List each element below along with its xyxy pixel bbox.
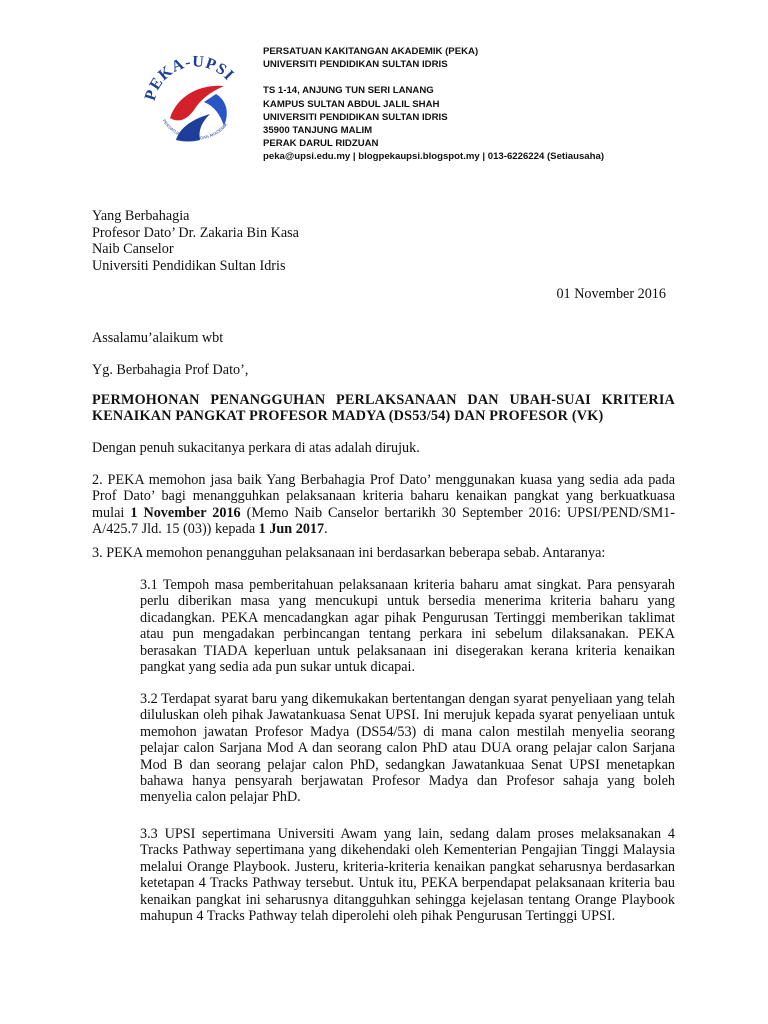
logo-subtext: PERSATUAN KAKITANGAN AKADEMIK [161,118,229,141]
addressee-block [92,208,299,274]
org-university: UNIVERSITI PENDIDIKAN SULTAN IDRIS [263,59,448,71]
greeting: Assalamu’alaikum wbt [92,330,224,346]
addressee-line: Yang Berbahagia [92,208,190,224]
point-3-2: 3.2 Terdapat syarat baru yang dikemukakan bertentangan dengan syarat penyeliaan yang telah diluluskan oleh pihak Jawatankuasa Senat UPSI. Ini merujuk kepada syarat penyeliaan untuk memohon jawatan Profesor Madya (DS54/53) di mana calon mestilah menyelia seorang pelajar calon Sarjana Mod A dan seorang calon PhD atau DUA orang pelajar calon Sarjana Mod B dan seorang pelajar calon PhD, sedangkan Jawatankuaa Senat UPSI menetapkan bahawa hanya pensyarah berjawatan Profesor Madya dan Profesor sahaja yang boleh menyelia calon pelajar PhD. [140,691,675,806]
paragraph-1: Dengan penuh sukacitanya perkara di atas adalah dirujuk. [92,440,420,456]
point-3-3: 3.3 UPSI sepertimana Universiti Awam yang lain, sedang dalam proses melaksanakan 4 Tracks Pathway sepertimana yang dikehendaki oleh Kementerian Pengajian Tinggi Malaysia melalui Orange Playbook. Justeru, kriteria-kriteria kenaikan pangkat seharusnya berdasarkan ketetapan 4 Tracks Pathway tersebut. Untuk itu, PEKA berpendapat pelaksanaan kriteria bau kenaikan pangkat ini seharusnya ditangguhkan sehingga kejelasan tentang Orange Playbook mahupun 4 Tracks Pathway telah diperolehi oleh pihak Pengurusan Tertinggi UPSI. [140,826,675,925]
logo-text: PEKA-UPSI [141,53,238,103]
paragraph-2: 2. PEKA memohon jasa baik Yang Berbahagia Prof Dato’ menggunakan kuasa yang sedia ada pada Prof Dato’ bagi menangguhkan pelaksanaan kriteria baharu kenaikan pangkat yang berkuatkuasa mulai 1 November 2016 (Memo Naib Canselor bertarikh 30 September 2016: UPSI/PEND/SM1-A/425.7 Jld. 15 (03)) kepada 1 Jun 2017. [92,472,675,538]
address-line: KAMPUS SULTAN ABDUL JALIL SHAH [263,98,440,110]
address-line: TS 1-14, ANJUNG TUN SERI LANANG [263,85,434,97]
org-name: PERSATUAN KAKITANGAN AKADEMIK (PEKA) [263,46,479,57]
addressee-line: Universiti Pendidikan Sultan Idris [92,257,286,274]
letterhead-text [263,45,703,164]
address-line: UNIVERSITI PENDIDIKAN SULTAN IDRIS [263,111,448,123]
address-line: PERAK DARUL RIDZUAN [263,138,379,150]
peka-upsi-logo [140,44,250,154]
proposed-date: 1 Jun 2017 [258,521,325,538]
paragraph-3: 3. PEKA memohon penangguhan pelaksanaan ini berdasarkan beberapa sebab. Antaranya: [92,545,606,561]
addressee-line: Naib Canselor [92,241,174,258]
contact-line: peka@upsi.edu.my | blogpekaupsi.blogspot.my | 013-6226224 (Setiausaha) [263,151,605,163]
addressee-line: Profesor Dato’ Dr. Zakaria Bin Kasa [92,224,299,241]
letter-date: 01 November 2016 [556,286,666,302]
address-line: 35900 TANJUNG MALIM [263,125,373,137]
subject-heading: PERMOHONAN PENANGGUHAN PERLAKSANAAN DAN UBAH-SUAI KRITERIA KENAIKAN PANGKAT PROFESOR MADYA (DS53/54) DAN PROFESOR (VK) [92,392,675,425]
logo-blue-hand [204,94,227,126]
salutation: Yg. Berbahagia Prof Dato’, [92,362,249,378]
effective-date: 1 November 2016 [130,504,241,521]
point-3-1: 3.1 Tempoh masa pemberitahuan pelaksanaan kriteria baharu amat singkat. Para pensyarah perlu diberikan masa yang mencukupi untuk bersedia menerima kriteria baharu yang dicadangkan. PEKA mencadangkan agar pihak Pengurusan Tertinggi memberikan taklimat atau pun mengadakan perbincangan tentang perkara ini sebelum dilaksanakan. PEKA berasakan TIADA keperluan untuk pelaksanaan ini disegerakan kerana kriteria kenaikan pangkat yang sedia ada pun sukar untuk dicapai. [140,577,675,676]
